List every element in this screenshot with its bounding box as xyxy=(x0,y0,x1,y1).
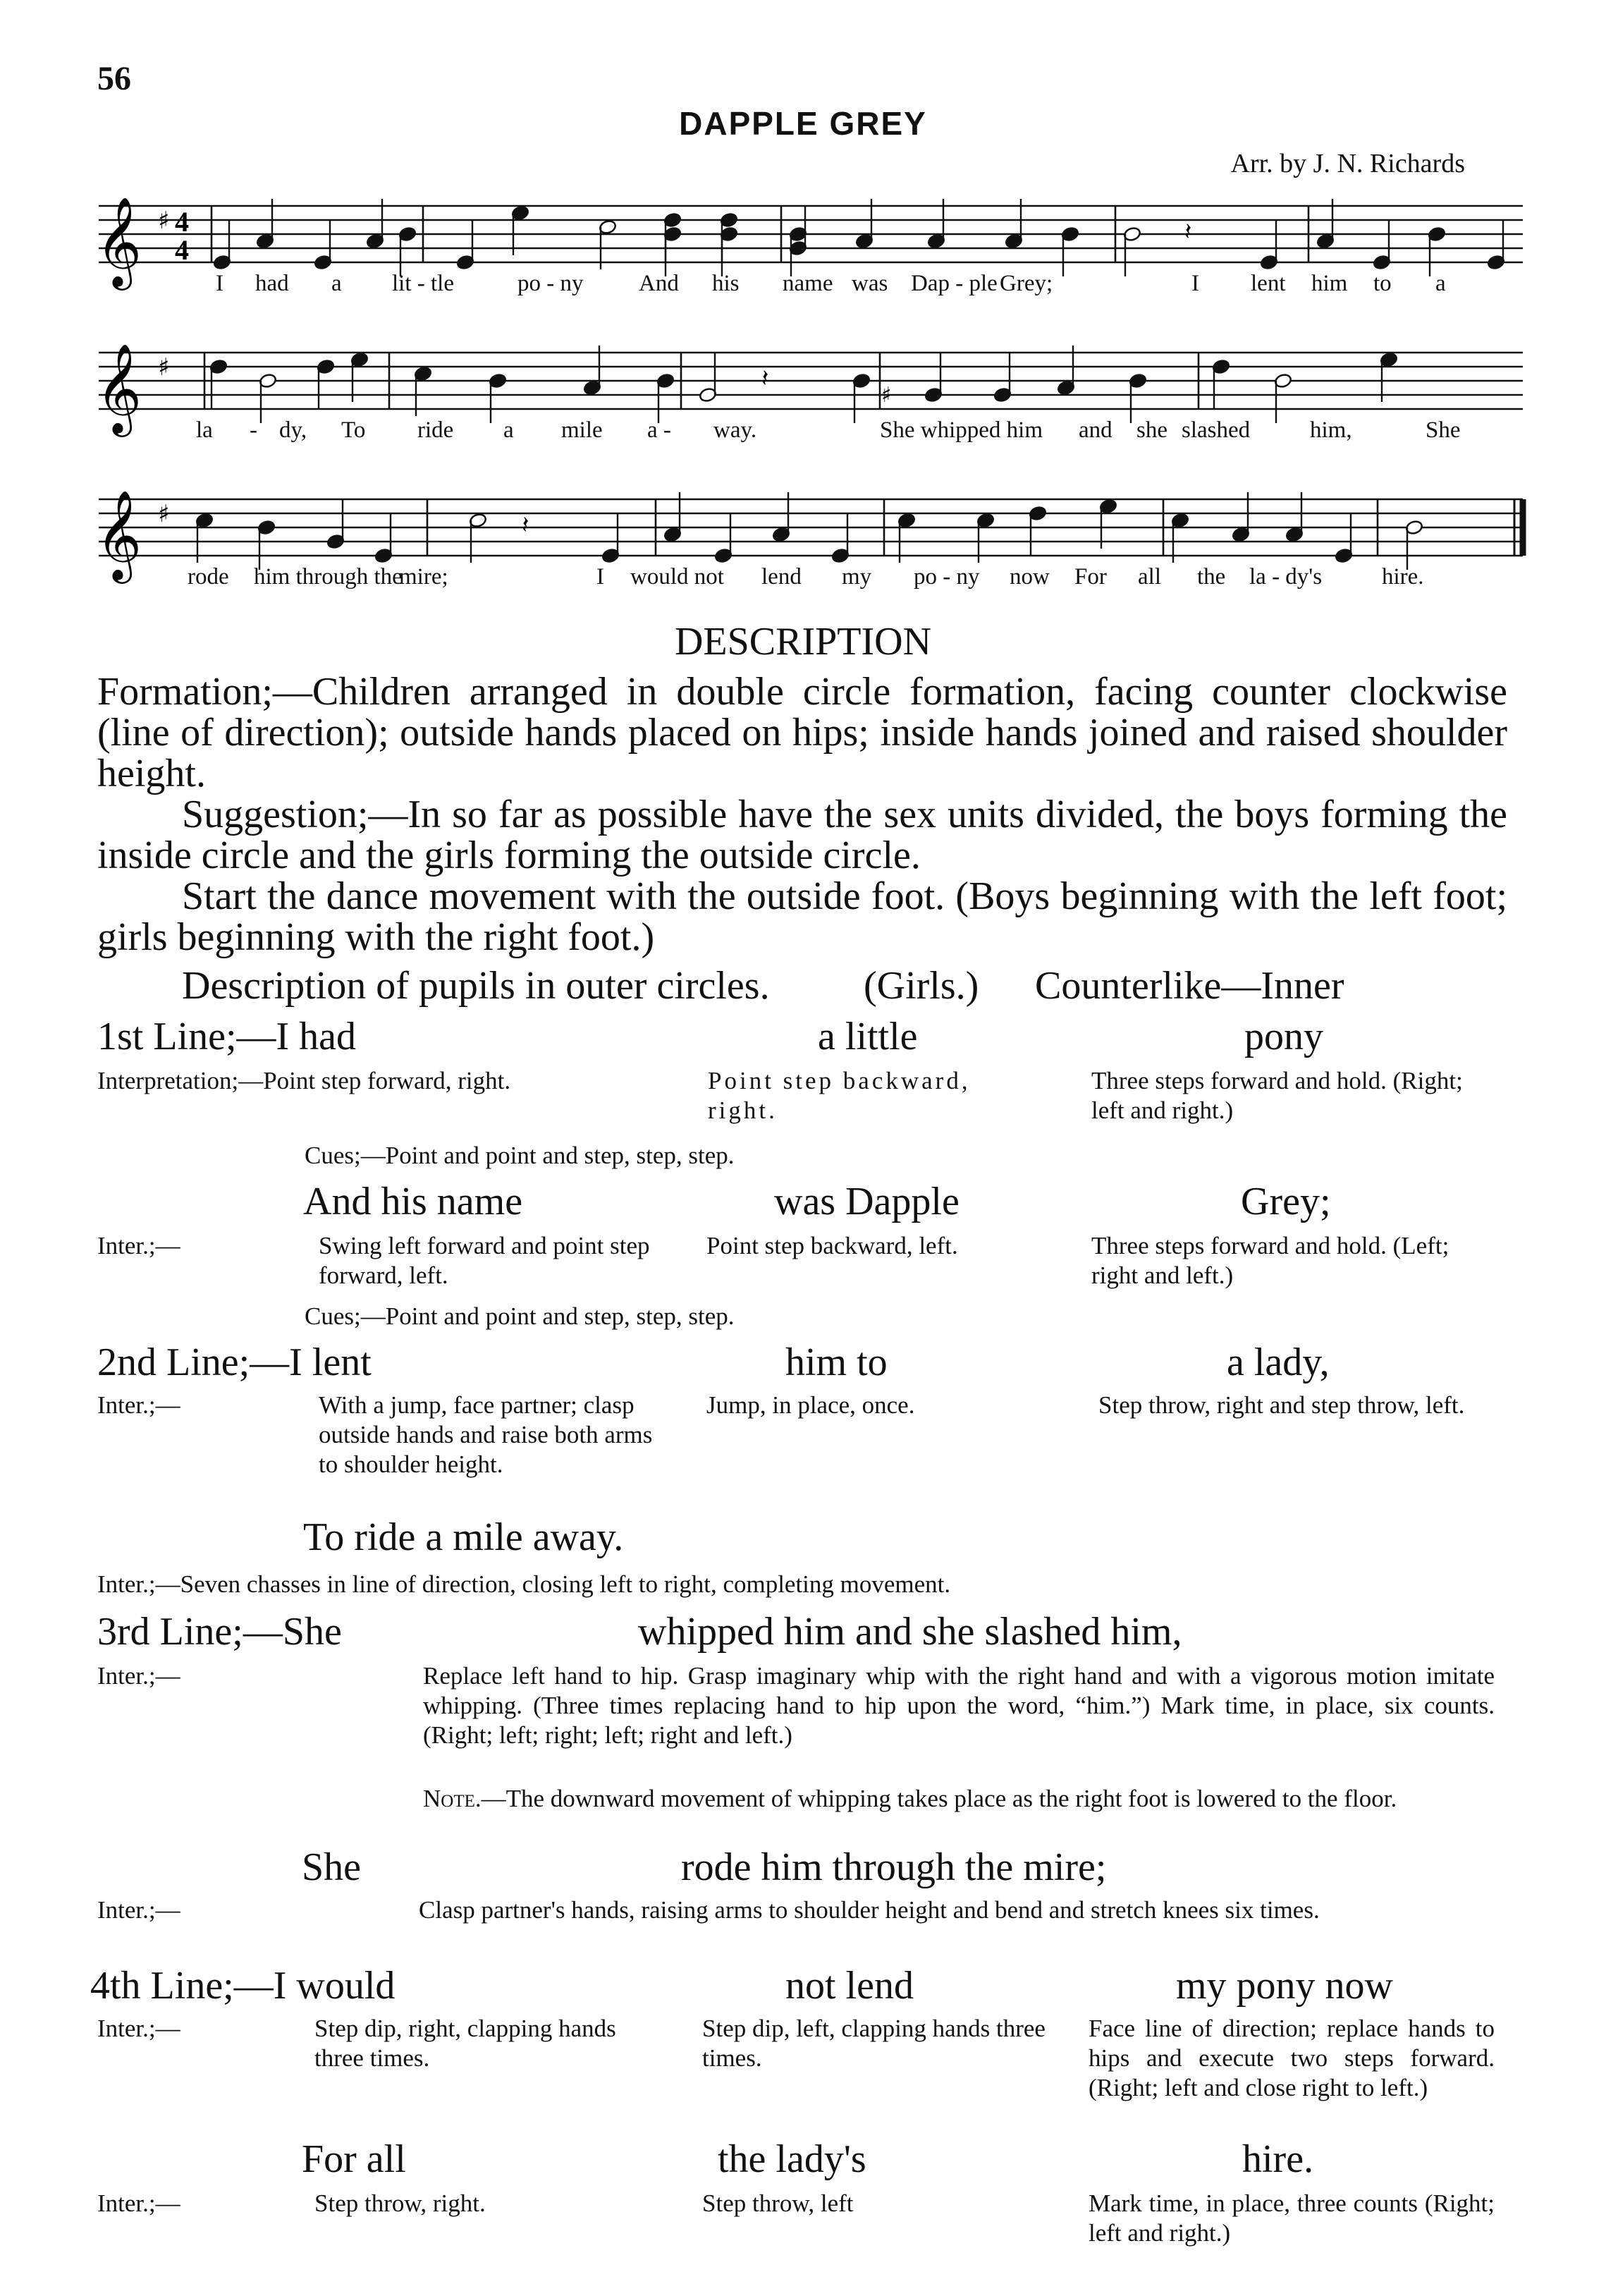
lyric-syllable: all xyxy=(1138,564,1161,590)
line2b-inter: Inter.;—Seven chasses in line of direction, closing left to right, completing movement. xyxy=(97,1570,951,1598)
lyric-syllable: to xyxy=(1373,271,1392,296)
lyric-syllable: ride xyxy=(417,417,454,443)
lyric-syllable: And xyxy=(639,271,679,296)
lyric-syllable: I xyxy=(596,564,604,590)
note-label: Note. xyxy=(423,1785,482,1812)
line4-word-2: not lend xyxy=(785,1964,914,2008)
lyric-syllable: For xyxy=(1074,564,1107,590)
lyric-syllable: dy, xyxy=(279,417,307,443)
treble-clef-icon: 𝄞 xyxy=(96,343,142,433)
lyric-syllable: Grey; xyxy=(1000,271,1053,296)
line2-interp-3: Step throw, right and step throw, left. xyxy=(1098,1391,1465,1419)
key-sharp-icon: ♯ xyxy=(158,500,170,528)
lyric-syllable: lit - tle xyxy=(392,271,454,296)
line1b-cues: Cues;—Point and point and step, step, step. xyxy=(305,1302,735,1330)
lyric-syllable: him, xyxy=(1310,417,1352,443)
line1-interp-3: Three steps forward and hold. (Right; left and right.) xyxy=(1091,1067,1463,1124)
lyric-syllable: la xyxy=(196,417,213,443)
line1-interp-2: Point step backward, right. xyxy=(708,1067,971,1124)
lyric-syllable: po - ny xyxy=(517,271,584,296)
description-heading: DESCRIPTION xyxy=(674,620,932,664)
lyric-syllable: She xyxy=(1426,417,1461,443)
line1-label: 1st Line;—I had xyxy=(97,1015,357,1058)
formation-paragraph: Formation;—Children arranged in double circle formation, facing counter clockwise (line of direction); outside hands placed on hips; inside hands joined and raised shoulder height. xyxy=(97,670,1507,795)
lyric-syllable: rode xyxy=(188,564,229,590)
staff-lines xyxy=(99,499,1523,556)
page-number: 56 xyxy=(97,60,131,97)
line2-interp-2: Jump, in place, once. xyxy=(706,1391,915,1419)
line1b-word-2: was Dapple xyxy=(774,1180,960,1223)
lyric-syllable: slashed xyxy=(1182,417,1251,443)
lyric-syllable: the xyxy=(1197,564,1226,590)
lyric-syllable: would not xyxy=(630,564,724,590)
rest-icon: 𝄽 xyxy=(522,511,529,539)
pupils-line-3: Counterlike—Inner xyxy=(1035,964,1344,1008)
line1b-interp-1: Swing left forward and point step forward, left. xyxy=(319,1232,650,1289)
line1-interpretation: Interpretation;—Point step forward, right. xyxy=(97,1067,511,1094)
line1-word-3: pony xyxy=(1244,1015,1323,1058)
line1b-inter-label: Inter.;— xyxy=(97,1232,180,1259)
line4-label: 4th Line;—I would xyxy=(90,1964,396,2008)
line1b-word-1: And his name xyxy=(303,1180,523,1223)
line3-word-2: whipped him and she slashed him, xyxy=(638,1610,1182,1654)
staff-lines xyxy=(99,353,1523,409)
line1-cues: Cues;—Point and point and step, step, step. xyxy=(305,1142,735,1169)
line4-interp-3: Face line of direction; replace hands to hips and execute two steps forward. (Right; left and close right to left.) xyxy=(1089,2015,1495,2101)
line4b-interp-3: Mark time, in place, three counts (Right; left and right.) xyxy=(1089,2190,1495,2247)
lyric-syllable: I xyxy=(1191,271,1199,296)
arranger-credit: Arr. by J. N. Richards xyxy=(1230,149,1465,178)
lyric-syllable: name xyxy=(783,271,833,296)
lyric-syllable: po - ny xyxy=(914,564,980,590)
lyric-syllable: him xyxy=(1311,271,1348,296)
line2-inter-label: Inter.;— xyxy=(97,1391,180,1419)
line3-note xyxy=(423,1784,1495,1814)
lyric-syllable: a - xyxy=(647,417,671,443)
line2-word-2: him to xyxy=(785,1341,888,1384)
line2-label: 2nd Line;—I lent xyxy=(97,1341,372,1384)
line3-interp: Replace left hand to hip. Grasp imaginary whip with the right hand and with a vigorous motion imitate whipping. (Three times replacing hand to hip upon the word, “him.”) Mark time, in place, six counts. (Right; left; right; left; right and left.) xyxy=(423,1662,1495,1749)
note-text: —The downward movement of whipping takes place as the right foot is lowered to the floor. xyxy=(481,1785,1397,1812)
lyric-syllable: a xyxy=(331,271,342,296)
lyrics-row-2 xyxy=(0,417,1606,448)
sharp-icon: ♯ xyxy=(881,383,892,408)
line1-word-2: a little xyxy=(818,1015,918,1058)
lyric-syllable: - xyxy=(250,417,257,443)
rest-icon: 𝄽 xyxy=(1184,218,1192,246)
lyric-syllable: mire; xyxy=(399,564,448,590)
lyric-syllable: and xyxy=(1079,417,1112,443)
lyric-syllable: lend xyxy=(761,564,802,590)
time-sig-top: 4 xyxy=(175,206,189,238)
time-sig-bottom: 4 xyxy=(175,234,189,266)
line4b-word-2: the lady's xyxy=(718,2137,866,2181)
line4b-interp-1: Step throw, right. xyxy=(314,2190,486,2217)
start-paragraph: Start the dance movement with the outside foot. (Boys beginning with the left foot; girls beginning with the right foot.) xyxy=(97,874,1507,959)
lyric-syllable: I xyxy=(216,271,223,296)
lyric-syllable: she xyxy=(1136,417,1167,443)
line2-word-3: a lady, xyxy=(1227,1341,1330,1384)
key-sharp-icon: ♯ xyxy=(158,353,170,381)
lyrics-row-3 xyxy=(0,564,1606,595)
lyrics-row-1 xyxy=(0,271,1606,302)
lyric-syllable: a xyxy=(1435,271,1446,296)
line4b-interp-2: Step throw, left xyxy=(702,2190,854,2217)
line1b-interp-3: Three steps forward and hold. (Left; right and left.) xyxy=(1091,1232,1449,1289)
line4-interp-1: Step dip, right, clapping hands three times. xyxy=(314,2015,616,2072)
line3-label: 3rd Line;—She xyxy=(97,1610,342,1654)
line3b-word-2: rode him through the mire; xyxy=(681,1845,1107,1889)
lyric-syllable: his xyxy=(712,271,740,296)
page-title: DAPPLE GREY xyxy=(679,105,927,142)
line2b-words: To ride a mile away. xyxy=(303,1515,624,1559)
treble-clef-icon: 𝄞 xyxy=(96,196,142,286)
lyric-syllable: Dap - ple xyxy=(911,271,998,296)
rest-icon: 𝄽 xyxy=(761,365,769,393)
treble-clef-icon: 𝄞 xyxy=(96,489,142,580)
lyric-syllable: mile xyxy=(561,417,603,443)
line3b-inter-label: Inter.;— xyxy=(97,1896,180,1924)
line3-inter-label: Inter.;— xyxy=(97,1662,180,1690)
line4-word-3: my pony now xyxy=(1176,1964,1393,2008)
lyric-syllable: lent xyxy=(1251,271,1286,296)
lyric-syllable: To xyxy=(341,417,366,443)
lyric-syllable: was xyxy=(852,271,888,296)
lyric-syllable: a xyxy=(503,417,514,443)
line3b-word-1: She xyxy=(302,1845,361,1889)
line4-interp-2: Step dip, left, clapping hands three times. xyxy=(702,2015,1046,2072)
lyric-syllable: him through the xyxy=(254,564,403,590)
lyric-syllable: way. xyxy=(713,417,757,443)
lyric-syllable: She whipped him xyxy=(880,417,1043,443)
lyric-syllable: hire. xyxy=(1382,564,1424,590)
lyric-syllable: my xyxy=(842,564,872,590)
key-sharp-icon: ♯ xyxy=(158,207,170,235)
line4b-word-3: hire. xyxy=(1242,2137,1314,2181)
line2-interp-1: With a jump, face partner; clasp outside hands and raise both arms to shoulder height. xyxy=(319,1391,653,1478)
line1b-interp-2: Point step backward, left. xyxy=(706,1232,958,1259)
line1b-word-3: Grey; xyxy=(1241,1180,1331,1223)
line4b-word-1: For all xyxy=(302,2137,406,2181)
lyric-syllable: now xyxy=(1010,564,1050,590)
line4b-inter-label: Inter.;— xyxy=(97,2190,180,2217)
line3b-interp: Clasp partner's hands, raising arms to shoulder height and bend and stretch knees six times. xyxy=(419,1896,1320,1924)
suggestion-paragraph: Suggestion;—In so far as possible have the sex units divided, the boys forming the inside circle and the girls forming the outside circle. xyxy=(97,793,1507,877)
line4-inter-label: Inter.;— xyxy=(97,2015,180,2042)
pupils-line-2: (Girls.) xyxy=(864,964,979,1008)
lyric-syllable: had xyxy=(255,271,289,296)
lyric-syllable: la - dy's xyxy=(1249,564,1323,590)
pupils-line-1: Description of pupils in outer circles. xyxy=(182,964,770,1008)
